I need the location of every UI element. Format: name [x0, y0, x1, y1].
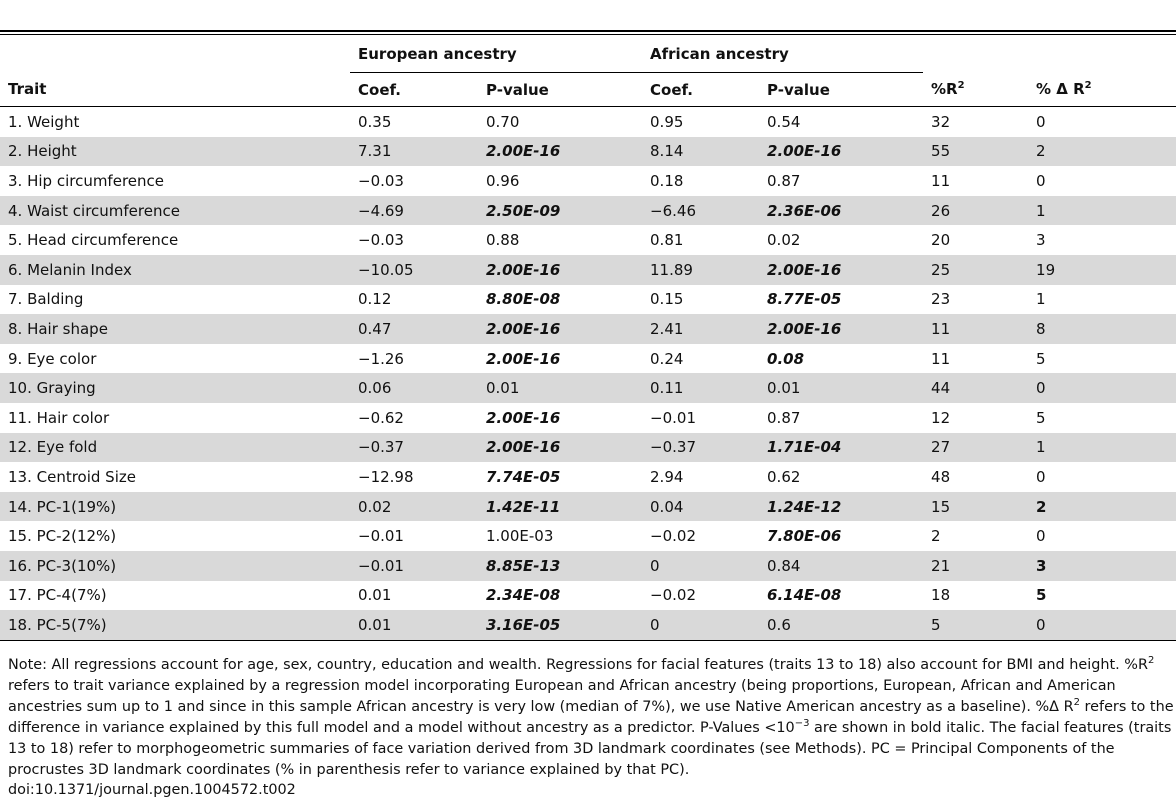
- cell-afr-coef: 8.14: [642, 137, 759, 167]
- cell-afr-coef: 0: [642, 610, 759, 640]
- cell-trait: 4. Waist circumference: [0, 196, 350, 226]
- table-row: [0, 462, 1176, 492]
- cell-r2: 44: [923, 373, 1028, 403]
- cell-r2: 11: [923, 314, 1028, 344]
- table-row: [0, 255, 1176, 285]
- group-header-blank: [0, 35, 350, 73]
- cell-eur-pvalue: 2.00E-16: [486, 408, 561, 427]
- cell-r2: 48: [931, 467, 951, 486]
- note-sup-3: −3: [794, 718, 810, 730]
- table-row: [0, 166, 1176, 196]
- table-row: [0, 137, 1176, 167]
- note-sup-1: 2: [1147, 655, 1155, 667]
- note-part-3: refers to the difference in variance explained by this full model and a model without ancestry as a predictor. P-Values <10: [8, 699, 1174, 736]
- cell-eur-coef: −0.62: [358, 408, 404, 427]
- cell-eur-pvalue: 0.96: [486, 171, 520, 190]
- cell-r2: 18: [931, 586, 951, 605]
- cell-afr-pvalue: 2.00E-16: [759, 314, 923, 344]
- table-row: [0, 225, 1176, 255]
- cell-delta-r2: 1: [1028, 196, 1176, 226]
- cell-afr-pvalue: 0.02: [767, 231, 801, 250]
- cell-eur-coef: −0.01: [350, 551, 478, 581]
- cell-eur-pvalue: 2.34E-08: [486, 586, 561, 605]
- cell-trait: 10. Graying: [0, 373, 350, 403]
- cell-eur-pvalue: 2.00E-16: [478, 314, 642, 344]
- cell-delta-r2: 0: [1036, 527, 1046, 546]
- cell-afr-coef: −0.01: [650, 408, 696, 427]
- cell-afr-coef: −6.46: [642, 196, 759, 226]
- cell-eur-coef: −4.69: [350, 196, 478, 226]
- cell-afr-pvalue: 0.87: [767, 171, 801, 190]
- cell-afr-pvalue: 2.00E-16: [759, 137, 923, 167]
- cell-delta-r2: 5: [1036, 349, 1046, 368]
- group-header-african: African ancestry: [642, 35, 923, 73]
- cell-delta-r2: 2: [1028, 137, 1176, 167]
- cell-r2: 21: [923, 551, 1028, 581]
- cell-r2: 11: [931, 349, 951, 368]
- cell-eur-pvalue: 3.16E-05: [478, 610, 642, 640]
- cell-delta-r2: 1: [1028, 433, 1176, 463]
- cell-eur-coef: 0.47: [350, 314, 478, 344]
- column-header-row: [0, 73, 1176, 107]
- cell-trait: 2. Height: [0, 137, 350, 167]
- cell-afr-pvalue: 0.08: [767, 349, 805, 368]
- cell-afr-coef: 2.41: [642, 314, 759, 344]
- cell-delta-r2: 3: [1036, 231, 1046, 250]
- cell-trait: 7. Balding: [8, 290, 84, 309]
- cell-afr-coef: −0.02: [650, 586, 696, 605]
- col-header-trait: Trait: [0, 73, 350, 107]
- cell-delta-r2: 0: [1028, 610, 1176, 640]
- cell-r2: 2: [931, 527, 941, 546]
- cell-eur-coef: −12.98: [358, 467, 414, 486]
- cell-trait: 11. Hair color: [8, 408, 110, 427]
- table-row: [0, 551, 1176, 581]
- cell-trait: 3. Hip circumference: [8, 171, 164, 190]
- table-row: [0, 492, 1176, 522]
- cell-afr-pvalue: 1.24E-12: [759, 492, 923, 522]
- cell-trait: 15. PC-2(12%): [8, 527, 117, 546]
- cell-afr-coef: 0.15: [650, 290, 684, 309]
- cell-eur-coef: 0.01: [358, 586, 392, 605]
- cell-eur-pvalue: 2.50E-09: [478, 196, 642, 226]
- col-header-eur-pvalue: P-value: [478, 73, 642, 107]
- cell-eur-pvalue: 2.00E-16: [478, 433, 642, 463]
- top-rule: [0, 0, 1176, 32]
- group-header-european: European ancestry: [350, 35, 642, 73]
- cell-eur-pvalue: 8.85E-13: [478, 551, 642, 581]
- doi-link[interactable]: doi:10.1371/journal.pgen.1004572.t002: [8, 782, 296, 798]
- cell-trait: 5. Head circumference: [8, 231, 179, 250]
- cell-trait: 9. Eye color: [8, 349, 97, 368]
- group-header-blank-3: [1028, 35, 1176, 73]
- cell-delta-r2: 0: [1028, 373, 1176, 403]
- cell-afr-pvalue: 2.00E-16: [759, 255, 923, 285]
- cell-afr-coef: −0.37: [642, 433, 759, 463]
- cell-delta-r2: 0: [1036, 112, 1046, 131]
- cell-r2: 15: [923, 492, 1028, 522]
- cell-delta-r2: 5: [1036, 408, 1046, 427]
- cell-afr-coef: 0.11: [642, 373, 759, 403]
- cell-delta-r2: 0: [1036, 171, 1046, 190]
- table-row: [0, 403, 1176, 433]
- note-sup-2: 2: [1073, 697, 1080, 709]
- table-row: [0, 196, 1176, 226]
- cell-afr-coef: 0.95: [650, 112, 684, 131]
- table-body: [0, 107, 1176, 641]
- cell-eur-coef: −0.03: [358, 231, 404, 250]
- col-header-afr-pvalue: P-value: [759, 73, 923, 107]
- cell-eur-pvalue: 0.70: [486, 112, 520, 131]
- cell-r2: 32: [931, 112, 951, 131]
- col-header-afr-coef: Coef.: [642, 73, 759, 107]
- cell-afr-pvalue: 2.36E-06: [759, 196, 923, 226]
- table-row: [0, 521, 1176, 551]
- cell-afr-coef: 0.04: [642, 492, 759, 522]
- cell-eur-coef: −10.05: [350, 255, 478, 285]
- cell-r2: 55: [923, 137, 1028, 167]
- table-row: [0, 285, 1176, 315]
- cell-afr-pvalue: 0.6: [759, 610, 923, 640]
- cell-afr-pvalue: 0.54: [767, 112, 801, 131]
- cell-afr-pvalue: 1.71E-04: [759, 433, 923, 463]
- cell-eur-coef: −0.37: [350, 433, 478, 463]
- cell-afr-pvalue: 0.87: [767, 408, 801, 427]
- cell-delta-r2: 0: [1036, 467, 1046, 486]
- cell-afr-pvalue: 0.01: [759, 373, 923, 403]
- cell-r2: 11: [931, 171, 951, 190]
- note-part-2: refers to trait variance explained by a regression model incorporating European and African ancestry (being proportions, European, African and American ancestries sum up to 1 and since in this sample African ancestry is very low (median of 7%), we use Native American ancestry as a baseline). %Δ R: [8, 678, 1116, 715]
- table-row: [0, 581, 1176, 611]
- cell-afr-pvalue: 8.77E-05: [767, 290, 842, 309]
- cell-trait: 13. Centroid Size: [8, 467, 136, 486]
- cell-trait: 1. Weight: [8, 112, 80, 131]
- cell-afr-coef: 11.89: [642, 255, 759, 285]
- cell-eur-pvalue: 0.88: [486, 231, 520, 250]
- group-header-blank-2: [923, 35, 1028, 73]
- cell-r2: 25: [923, 255, 1028, 285]
- cell-trait: 16. PC-3(10%): [0, 551, 350, 581]
- cell-eur-coef: 0.01: [350, 610, 478, 640]
- table-footnote: [8, 655, 1176, 781]
- cell-eur-pvalue: 2.00E-16: [478, 137, 642, 167]
- cell-r2: 12: [931, 408, 951, 427]
- cell-trait: 18. PC-5(7%): [0, 610, 350, 640]
- cell-trait: 12. Eye fold: [0, 433, 350, 463]
- cell-afr-coef: −0.02: [650, 527, 696, 546]
- cell-eur-coef: 0.12: [358, 290, 392, 309]
- cell-eur-pvalue: 1.00E-03: [486, 527, 554, 546]
- results-table-container: [0, 34, 1176, 641]
- cell-afr-pvalue: 0.84: [759, 551, 923, 581]
- cell-eur-coef: 7.31: [350, 137, 478, 167]
- cell-r2: 26: [923, 196, 1028, 226]
- delta-r2-label: % Δ R: [1036, 80, 1085, 99]
- note-part-4: are shown in bold italic. The facial features (traits 13 to 18) refer to morphogeometric summaries of face variation derived from 3D landmark coordinates (see Methods). PC = Principal Components of the procrustes 3D landmark coordinates (% in parenthesis refer to variance explained by that PC).: [8, 720, 1172, 778]
- table-row: [0, 433, 1176, 463]
- cell-delta-r2: 3: [1028, 551, 1176, 581]
- cell-afr-pvalue: 7.80E-06: [767, 527, 842, 546]
- cell-eur-pvalue: 1.42E-11: [478, 492, 642, 522]
- cell-eur-coef: −0.03: [358, 171, 404, 190]
- cell-afr-coef: 0.24: [650, 349, 684, 368]
- table-row: [0, 373, 1176, 403]
- cell-afr-pvalue: 6.14E-08: [767, 586, 842, 605]
- r2-superscript: 2: [957, 80, 965, 92]
- cell-delta-r2: 2: [1028, 492, 1176, 522]
- table-row: [0, 107, 1176, 137]
- cell-afr-coef: 0: [642, 551, 759, 581]
- cell-eur-pvalue: 0.01: [478, 373, 642, 403]
- cell-eur-coef: 0.06: [350, 373, 478, 403]
- cell-trait: 17. PC-4(7%): [8, 586, 107, 605]
- cell-afr-coef: 0.81: [650, 231, 684, 250]
- col-header-delta-r2: [1028, 73, 1176, 107]
- regression-results-table: [0, 34, 1176, 641]
- cell-eur-pvalue: 7.74E-05: [486, 467, 561, 486]
- cell-eur-pvalue: 8.80E-08: [486, 290, 561, 309]
- cell-eur-pvalue: 2.00E-16: [478, 255, 642, 285]
- delta-r2-superscript: 2: [1084, 80, 1092, 92]
- cell-afr-coef: 2.94: [650, 467, 684, 486]
- note-part-1: Note: All regressions account for age, sex, country, education and wealth. Regressions for facial features (traits 13 to 18) also account for BMI and height. %R: [8, 657, 1148, 673]
- col-header-eur-coef: Coef.: [350, 73, 478, 107]
- cell-r2: 23: [931, 290, 951, 309]
- group-header-row: [0, 35, 1176, 73]
- table-row: [0, 314, 1176, 344]
- cell-afr-coef: 0.18: [650, 171, 684, 190]
- cell-delta-r2: 8: [1028, 314, 1176, 344]
- cell-trait: 14. PC-1(19%): [0, 492, 350, 522]
- cell-afr-pvalue: 0.62: [767, 467, 801, 486]
- cell-r2: 5: [923, 610, 1028, 640]
- cell-trait: 8. Hair shape: [0, 314, 350, 344]
- r2-label: %R: [931, 80, 958, 99]
- cell-delta-r2: 5: [1036, 586, 1047, 605]
- cell-trait: 6. Melanin Index: [0, 255, 350, 285]
- col-header-r2: [923, 73, 1028, 107]
- cell-r2: 27: [923, 433, 1028, 463]
- table-row: [0, 344, 1176, 374]
- cell-delta-r2: 19: [1028, 255, 1176, 285]
- cell-eur-coef: 0.02: [350, 492, 478, 522]
- cell-eur-pvalue: 2.00E-16: [486, 349, 561, 368]
- cell-eur-coef: 0.35: [358, 112, 392, 131]
- table-row: [0, 610, 1176, 640]
- cell-eur-coef: −0.01: [358, 527, 404, 546]
- cell-eur-coef: −1.26: [358, 349, 404, 368]
- cell-delta-r2: 1: [1036, 290, 1046, 309]
- cell-r2: 20: [931, 231, 951, 250]
